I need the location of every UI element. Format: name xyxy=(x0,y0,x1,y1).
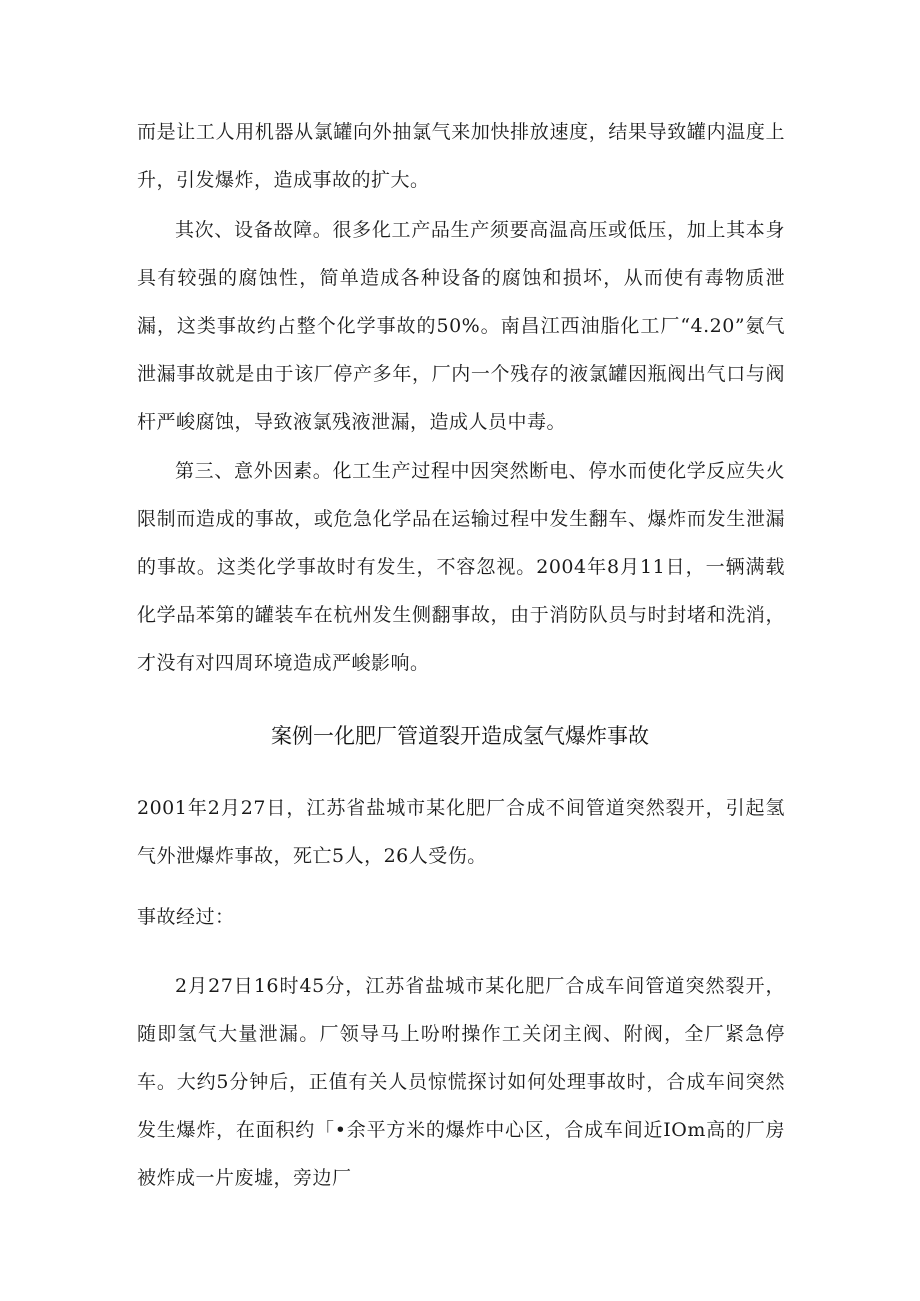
paragraph-accidental-factors: 第三、意外因素。化工生产过程中因突然断电、停水而使化学反应失火限制而造成的事故，或危急化学品在运输过程中发生翻车、爆炸而发生泄漏的事故。这类化学事故时有发生，不容忽视。2004年8月11日，一辆满载化学品苯第的罐装车在杭州发生侧翻事故，由于消防队员与时封堵和洗消，才没有对四周环境造成严峻影响。 xyxy=(137,460,785,674)
paragraph-accident-process: 2月27日16时45分，江苏省盐城市某化肥厂合成车间管道突然裂开，随即氢气大量泄漏。厂领导马上吩咐操作工关闭主阀、附阀，全厂紧急停车。大约5分钟后，正值有关人员惊慌探讨如何处理事故时，合成车间突然发生爆炸，在面积约「•余平方米的爆炸中心区，合成车间近IOm高的厂房被炸成一片废墟，旁边厂 xyxy=(137,975,785,1189)
case-heading: 案例一化肥厂管道裂开造成氢气爆炸事故 xyxy=(271,724,649,748)
paragraph-accident-label: 事故经过： xyxy=(137,906,235,928)
paragraph-continuation: 而是让工人用机器从氯罐向外抽氯气来加快排放速度，结果导致罐内温度上升，引发爆炸，造成事故的扩大。 xyxy=(137,121,785,191)
paragraph-case-summary: 2001年2月27日，江苏省盐城市某化肥厂合成不间管道突然裂开，引起氢气外泄爆炸事故，死亡5人，26人受伤。 xyxy=(137,797,785,867)
paragraph-equipment-failure: 其次、设备故障。很多化工产品生产须要高温高压或低压，加上其本身具有较强的腐蚀性，简单造成各种设备的腐蚀和损坏，从而使有毒物质泄漏，这类事故约占整个化学事故的50%。南昌江西油脂化工厂“4.20”氨气泄漏事故就是由于该厂停产多年，厂内一个残存的液氯罐因瓶阀出气口与阀杆严峻腐蚀，导致液氯残液泄漏，造成人员中毒。 xyxy=(137,219,785,433)
